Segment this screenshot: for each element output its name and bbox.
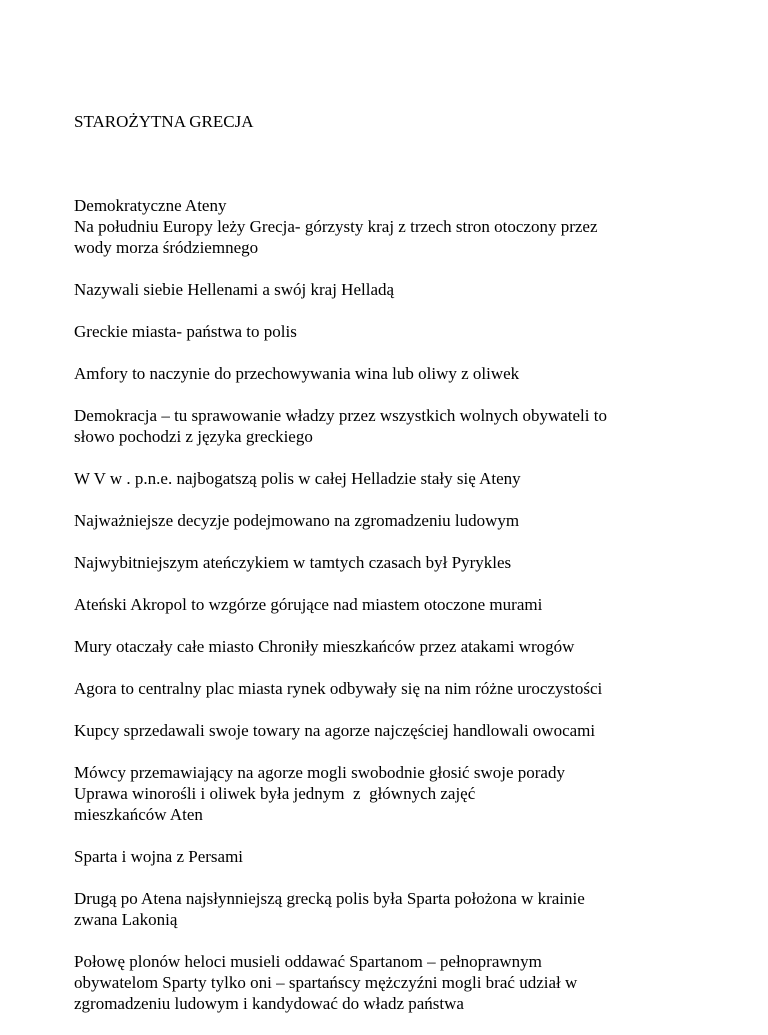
paragraph (74, 552, 714, 573)
paragraph-line: mieszkańców Aten (74, 805, 203, 824)
paragraph-line: Agora to centralny plac miasta rynek odbywały się na nim różne uroczystości (74, 679, 603, 698)
paragraph-line: zwana Lakonią (74, 910, 178, 929)
paragraph-line: Najwybitniejszym ateńczykiem w tamtych czasach był Pyrykles (74, 553, 512, 572)
paragraph-line: Mówcy przemawiający na agorze mogli swobodnie głosić swoje porady (74, 763, 565, 782)
paragraph-line: Ateński Akropol to wzgórze górujące nad miastem otoczone murami (74, 595, 543, 614)
paragraph-line: Drugą po Atena najsłynniejszą grecką polis była Sparta położona w krainie (74, 889, 585, 908)
paragraph (74, 678, 714, 699)
paragraph (74, 636, 714, 657)
document-title (74, 69, 714, 174)
paragraph-line: Sparta i wojna z Persami (74, 847, 244, 866)
paragraph (74, 321, 714, 342)
paragraph-line: Uprawa winorośli i oliwek była jednym z głównych zajęć (74, 784, 476, 803)
document-body (74, 69, 714, 1035)
paragraph (74, 951, 714, 1014)
paragraph-line: Greckie miasta- państwa to polis (74, 322, 297, 341)
paragraph (74, 363, 714, 384)
paragraph-line: wody morza śródziemnego (74, 238, 259, 257)
paragraph (74, 405, 714, 447)
paragraph-line: Mury otaczały całe miasto Chroniły mieszkańców przez atakami wrogów (74, 637, 575, 656)
paragraph (74, 510, 714, 531)
paragraph (74, 720, 714, 741)
paragraph (74, 888, 714, 930)
paragraph-line: obywatelom Sparty tylko oni – spartańscy mężczyźni mogli brać udział w (74, 973, 578, 992)
paragraph (74, 762, 714, 825)
paragraph-line: Najważniejsze decyzje podejmowano na zgromadzeniu ludowym (74, 511, 520, 530)
paragraph (74, 594, 714, 615)
paragraph-line: zgromadzeniu ludowym i kandydować do władz państwa (74, 994, 464, 1013)
paragraph-line: Demokracja – tu sprawowanie władzy przez wszystkich wolnych obywateli to (74, 406, 607, 425)
paragraph-line: Amfory to naczynie do przechowywania wina lub oliwy z oliwek (74, 364, 520, 383)
paragraph (74, 279, 714, 300)
paragraph-line: Demokratyczne Ateny (74, 196, 227, 215)
paragraph-line: słowo pochodzi z języka greckiego (74, 427, 313, 446)
paragraph-line: Połowę plonów heloci musieli oddawać Spartanom – pełnoprawnym (74, 952, 542, 971)
paragraph-line: Na południu Europy leży Grecja- górzysty kraj z trzech stron otoczony przez (74, 217, 598, 236)
paragraph (74, 846, 714, 867)
paragraph (74, 195, 714, 258)
paragraph-line: Kupcy sprzedawali swoje towary na agorze najczęściej handlowali owocami (74, 721, 596, 740)
paragraph (74, 468, 714, 489)
paragraph-line: Nazywali siebie Hellenami a swój kraj Helladą (74, 280, 395, 299)
document-title-line: STAROŻYTNA GRECJA (74, 112, 254, 131)
paragraph-line: W V w . p.n.e. najbogatszą polis w całej Helladzie stały się Ateny (74, 469, 521, 488)
